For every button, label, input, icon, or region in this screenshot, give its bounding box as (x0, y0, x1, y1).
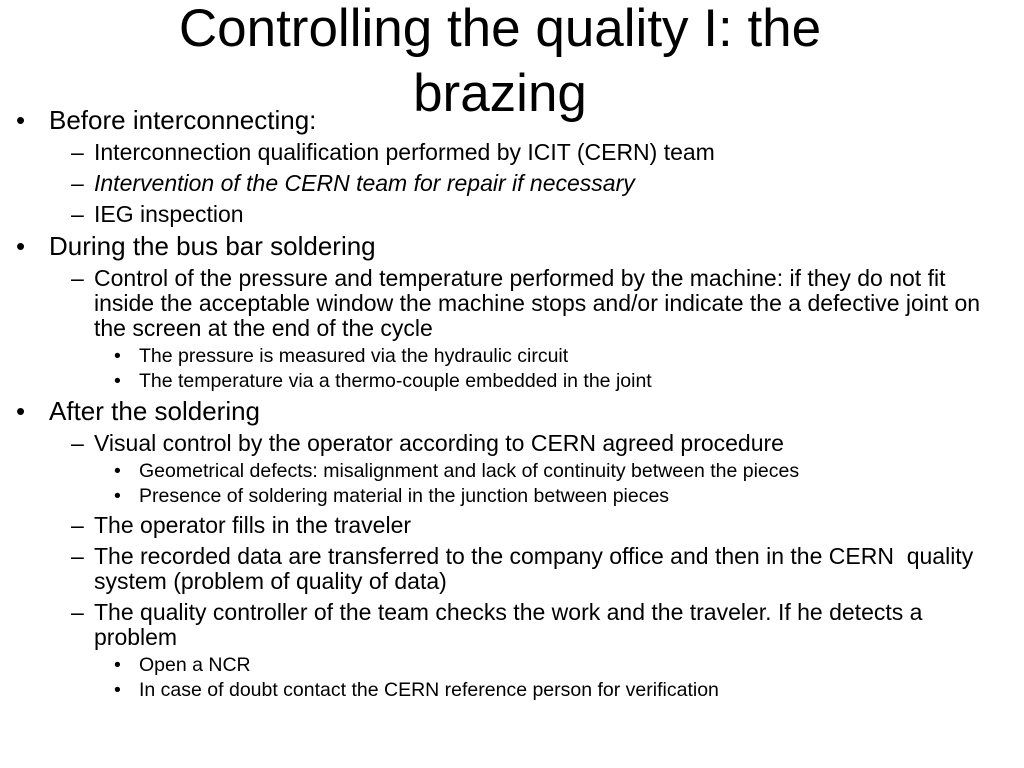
sub-list-item-text: Open a NCR (139, 653, 251, 676)
slide-body (0, 107, 1024, 701)
sub-list-item (114, 679, 999, 701)
bullet-marker: • (114, 653, 121, 676)
sub-list-item-text: Geometrical defects: misalignment and lack of continuity between the pieces (139, 459, 800, 482)
bullet-marker: • (114, 344, 121, 367)
section-after-soldering (16, 396, 949, 426)
sub-list-item-text: The pressure is measured via the hydraulic circuit (139, 344, 569, 367)
bullet-marker: • (16, 396, 26, 426)
list-item (71, 512, 999, 538)
dash-marker: – (71, 430, 84, 456)
dash-marker: – (71, 201, 84, 227)
sub-list-item-text: In case of doubt contact the CERN reference person for verification (139, 679, 719, 701)
list-item (71, 201, 999, 227)
sub-list-item (114, 653, 999, 676)
list-item-text: The operator fills in the traveler (94, 512, 412, 538)
list-item-text: Intervention of the CERN team for repair if necessary (94, 170, 635, 196)
sub-list-item (114, 370, 999, 392)
bullet-marker: • (16, 231, 26, 261)
list-item-text: The recorded data are transferred to the company office and then in the CERN quality system (problem of quality of data) (94, 543, 980, 594)
bullet-marker: • (114, 370, 121, 392)
sub-list-item (114, 459, 999, 482)
section-heading: Before interconnecting: (49, 105, 317, 135)
section-heading: During the bus bar soldering (49, 231, 376, 261)
list-item-text: IEG inspection (94, 201, 244, 227)
sub-list-item-text: The temperature via a thermo-couple embedded in the joint (139, 370, 652, 392)
list-item-text: Interconnection qualification performed by ICIT (CERN) team (94, 139, 715, 165)
list-item-text: The quality controller of the team checks the work and the traveler. If he detects a problem (94, 599, 929, 650)
bullet-marker: • (114, 485, 121, 507)
bullet-marker: • (114, 679, 121, 701)
dash-marker: – (71, 139, 84, 165)
bullet-marker: • (16, 105, 26, 135)
dash-marker: – (71, 265, 84, 291)
list-item (71, 170, 999, 196)
sub-list-item (114, 485, 999, 507)
list-item-text: Control of the pressure and temperature performed by the machine: if they do not fit inside the acceptable window the machine stops and/or indicate the a defective joint on the screen at the end of the cycle (94, 265, 987, 341)
bullet-marker: • (114, 459, 121, 482)
dash-marker: – (71, 170, 84, 196)
list-item (71, 265, 999, 341)
slide-title: Controlling the quality I: the brazing (178, 0, 822, 123)
list-item (71, 430, 999, 456)
section-heading: After the soldering (49, 396, 261, 426)
sub-list-item (114, 344, 999, 367)
dash-marker: – (71, 543, 84, 569)
list-item-text: Visual control by the operator according to CERN agreed procedure (94, 430, 784, 456)
dash-marker: – (71, 599, 84, 625)
sub-list-item-text: Presence of soldering material in the junction between pieces (139, 485, 670, 507)
list-item (71, 139, 999, 165)
section-during-soldering (16, 231, 949, 261)
list-item (71, 543, 999, 594)
dash-marker: – (71, 512, 84, 538)
section-before-interconnecting (16, 105, 949, 135)
list-item (71, 599, 999, 650)
